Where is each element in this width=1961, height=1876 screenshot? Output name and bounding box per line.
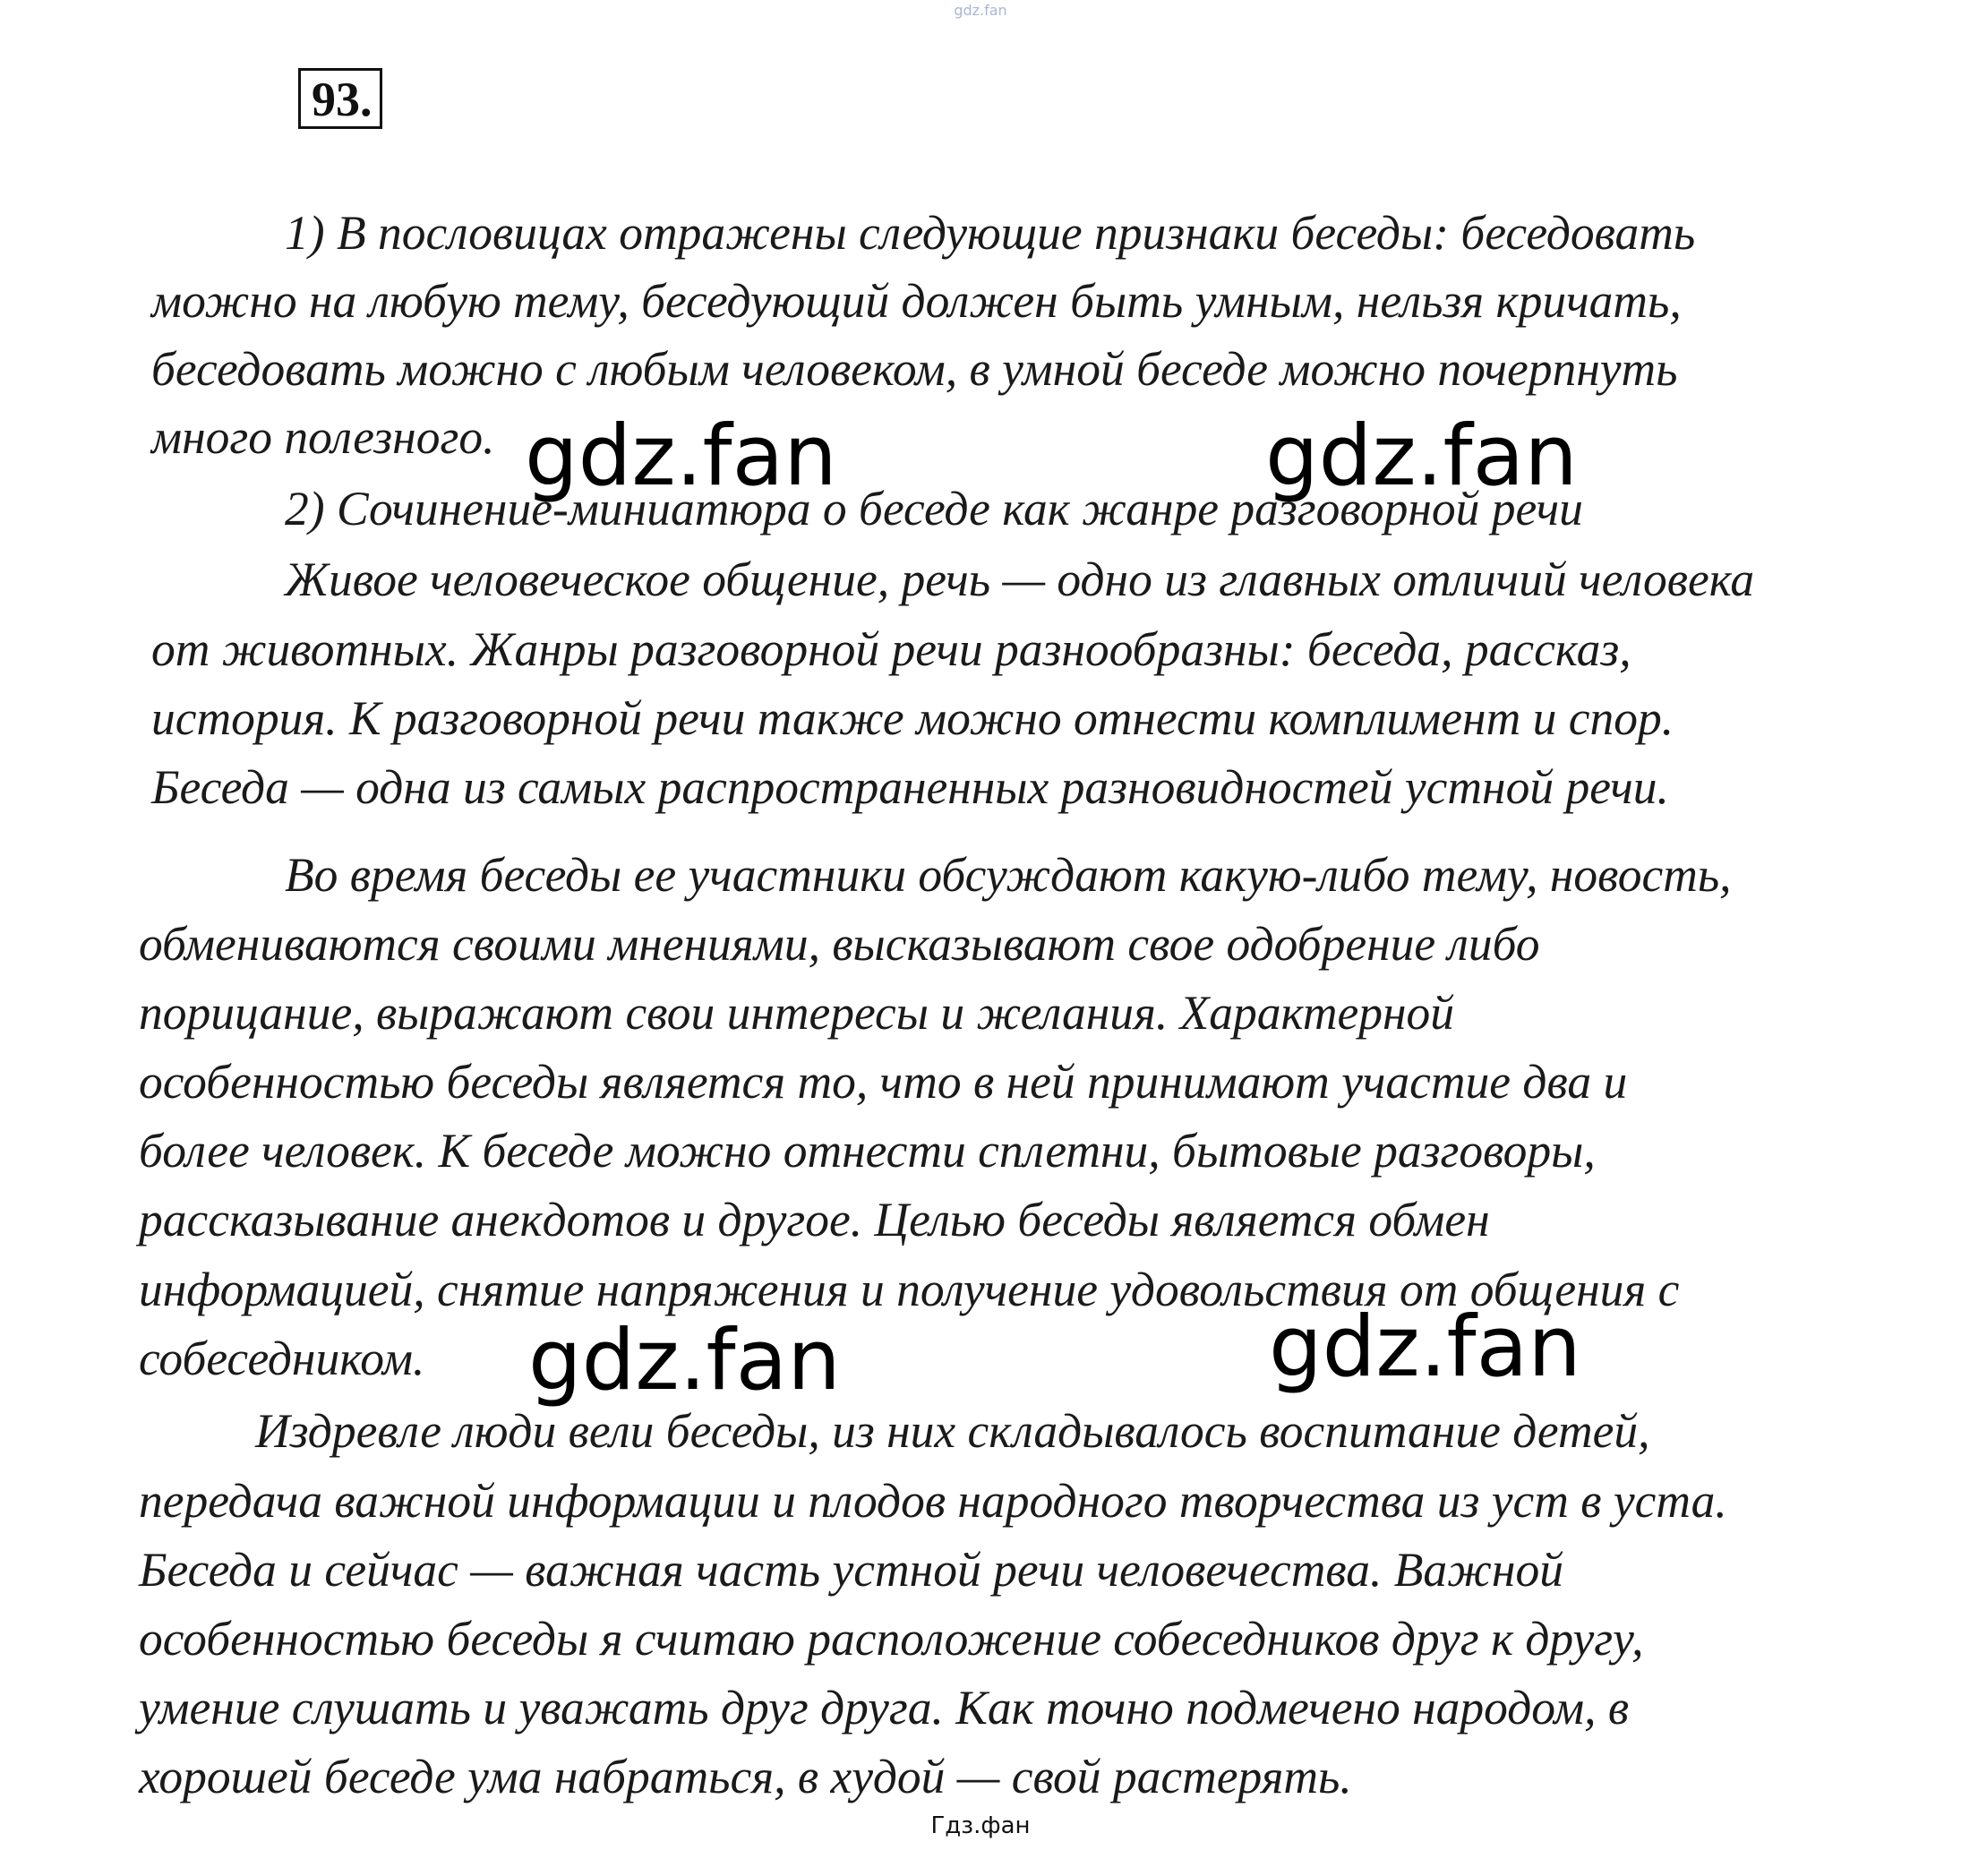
text-line: можно на любую тему, беседующий должен быть умным, нельзя кричать,	[151, 274, 1682, 328]
text-line: Во время беседы ее участники обсуждают какую-либо тему, новость,	[285, 848, 1732, 902]
text-line: обмениваются своими мнениями, высказывают свое одобрение либо	[139, 917, 1540, 971]
text-line: особенностью беседы является то, что в ней принимают участие два и	[139, 1055, 1628, 1109]
text-line: история. К разговорной речи также можно отнести комплимент и спор.	[151, 691, 1674, 745]
watermark: gdz.fan	[525, 407, 837, 505]
text-line: Издревле люди вели беседы, из них складывалось воспитание детей,	[255, 1404, 1650, 1458]
text-line: Беседа — одна из самых распространенных разновидностей устной речи.	[151, 760, 1669, 814]
watermark: gdz.fan	[528, 1312, 841, 1409]
site-mark-top: gdz.fan	[954, 2, 1007, 19]
footer-label: Гдз.фан	[930, 1812, 1031, 1839]
exercise-number: 93.	[298, 68, 382, 129]
text-line: 1) В пословицах отражены следующие признаки беседы: беседовать	[285, 206, 1696, 260]
text-line: от животных. Жанры разговорной речи разнообразны: беседа, рассказ,	[151, 622, 1631, 676]
text-line: умение слушать и уважать друг друга. Как точно подмечено народом, в	[139, 1681, 1630, 1735]
text-line: много полезного.	[151, 410, 495, 464]
text-line: беседовать можно с любым человеком, в умной беседе можно почерпнуть	[151, 342, 1678, 396]
text-line: передача важной информации и плодов народного творчества из уст в уста.	[139, 1474, 1727, 1528]
text-line: Живое человеческое общение, речь — одно из главных отличий человека	[285, 553, 1755, 606]
text-line: собеседником.	[139, 1332, 425, 1385]
text-line: рассказывание анекдотов и другое. Целью беседы является обмен	[139, 1193, 1490, 1246]
text-line: 2) Сочинение-миниатюра о беседе как жанре разговорной речи	[285, 482, 1583, 535]
watermark: gdz.fan	[1265, 407, 1578, 505]
text-line: особенностью беседы я считаю расположение собеседников друг к другу,	[139, 1612, 1644, 1666]
watermark: gdz.fan	[1269, 1298, 1581, 1396]
text-line: информацией, снятие напряжения и получение удовольствия от общения с	[139, 1263, 1680, 1316]
text-line: Беседа и сейчас — важная часть устной речи человечества. Важной	[139, 1543, 1563, 1597]
text-line: хорошей беседе ума набраться, в худой — свой растерять.	[139, 1750, 1352, 1803]
text-line: более человек. К беседе можно отнести сплетни, бытовые разговоры,	[139, 1124, 1596, 1178]
text-line: порицание, выражают свои интересы и желания. Характерной	[139, 986, 1455, 1040]
